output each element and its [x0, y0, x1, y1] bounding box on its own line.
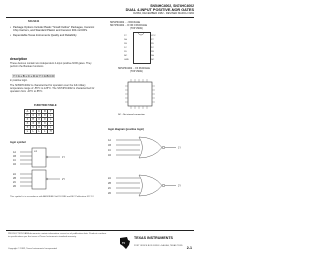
boolean-equation [12, 74, 55, 78]
column-header: B [30, 110, 36, 114]
pin-label: 1Y [124, 35, 127, 37]
input-label: 1B [13, 155, 16, 158]
pin-label: NC [124, 55, 128, 57]
header-rule [6, 17, 194, 18]
logic-symbol-note: This symbol is in accordance with ANSI/IEEE Std 91-1984 and IEC Publication 617-12. [10, 196, 95, 198]
pin-label: NC [151, 59, 155, 61]
input-label: 2C [108, 187, 112, 190]
column-header: C [38, 110, 40, 113]
pin1-notch-icon [138, 32, 144, 35]
output-label: 2Y [178, 184, 181, 188]
input-label: 2B [13, 177, 16, 180]
function-table [24, 109, 54, 134]
feature-item: • Dependable Texas Instruments Quality and Reliability [10, 34, 77, 38]
dip-pinout [110, 32, 174, 63]
inverter-bubble-icon [46, 178, 48, 180]
column-header: A [25, 110, 31, 114]
scls-number: SCLS141 [28, 20, 40, 23]
inverter-bubble-icon [162, 146, 165, 149]
input-label: 2D [108, 192, 112, 195]
pin-label: 1C [124, 47, 127, 49]
page-title: DUAL 4-INPUT POSITIVE-NOR GATES [125, 8, 194, 12]
gate-1-symbol: ≥1 [34, 150, 37, 153]
input-label: 2A [13, 173, 16, 176]
pin-label: GND [124, 59, 129, 61]
description-paragraph-2: in positive logic. [10, 79, 28, 82]
company-name: TEXAS INSTRUMENTS [134, 236, 173, 240]
equation-text: Y = A + B + C + D or Y = A·B·C·D [13, 74, 55, 78]
input-label: 1D [13, 163, 17, 166]
description-paragraph: These devices contain two independent 4-input positive-NOR gates. They perform the Boolean functions [10, 62, 92, 69]
fk-package-label: SN54HC4002 ... FK PACKAGE [118, 68, 150, 70]
inverter-bubble-icon [46, 156, 48, 158]
pin-label: 1A [124, 39, 127, 41]
logic-symbol-title: logic symbol [10, 141, 26, 144]
company-address: POST OFFICE BOX 655303 • DALLAS, TEXAS 75265 [134, 245, 183, 247]
output-label: 1Y [62, 156, 65, 159]
input-label: 1B [108, 144, 111, 147]
input-label: 1C [13, 159, 17, 162]
footer-rule [6, 230, 194, 231]
table-row: H X X X L [25, 114, 54, 118]
column-header: Y [48, 110, 54, 114]
input-label: 1A [13, 151, 16, 154]
pin-label: 2C [151, 47, 154, 49]
dip-package-label: SN54HC4002 ... J PACKAGE [110, 22, 141, 24]
page-number: 2-1 [186, 246, 192, 250]
description-paragraph-3: The SN54HC4002 is characterized for operation over the full military temperature range of -55°C to 125°C. The SN74HC4002 is characterized for operation from -40°C to 85°C. [10, 84, 95, 94]
logic-diagram [106, 134, 186, 212]
doc-reference: D2684, DECEMBER 1982 - REVISED MARCH 1984 [133, 12, 194, 16]
copyright: Copyright © 1982, Texas Instruments Incorporated [8, 248, 57, 250]
bullet-icon: • [10, 34, 11, 38]
gate-2-box [32, 170, 46, 189]
pin-label: 2B [151, 51, 154, 53]
column-header: D [43, 110, 46, 113]
input-label: 1A [108, 139, 111, 142]
pin-label: 2A [151, 55, 154, 57]
svg-text:TI: TI [122, 241, 125, 245]
input-label: 2D [13, 185, 17, 188]
pin-label: VCC [151, 35, 156, 37]
part-numbers: SN54HC4002, SN74HC4002 [150, 4, 194, 8]
input-label: 2B [108, 182, 111, 185]
bullet-icon: • [10, 26, 11, 29]
input-label: 1D [108, 154, 112, 157]
output-label: 2Y [62, 178, 65, 181]
header [126, 4, 194, 15]
production-data-disclaimer: PRODUCTION DATA documents contain information current as of publication date. Products conform to specifications per the terms of Texas Instruments standard warranty. [8, 233, 107, 238]
texas-instruments-logo [118, 236, 132, 250]
nor-gate-1-icon [139, 137, 162, 158]
function-table-title: FUNCTION TABLE [34, 104, 57, 107]
nc-note: NC - No internal connection [118, 114, 145, 116]
dip-view-label: (TOP VIEW) [130, 28, 143, 30]
pin-label: 1D [124, 51, 127, 53]
description-heading: description [10, 57, 28, 61]
logic-diagram-title: logic diagram (positive logic) [108, 128, 144, 131]
output-label: 1Y [178, 146, 181, 150]
feature-item: • Package Options Include Plastic "Small Outline" Packages, Ceramic Chip Carriers, and Standard Plastic and Ceramic 300-mil DIPs [10, 26, 95, 33]
input-label: 2A [108, 177, 111, 180]
features-list [10, 26, 98, 39]
pin-label: 1B [124, 43, 127, 45]
pin-label: 2Y [151, 39, 154, 41]
logic-symbol-diagram [10, 146, 80, 192]
fk-package-diagram [118, 76, 164, 112]
inverter-bubble-icon [162, 184, 165, 187]
input-label: 1C [108, 149, 112, 152]
table-row: X X H X L [25, 122, 54, 126]
dip-package-label-2: SN74HC4002 ... D OR N PACKAGE [110, 25, 147, 27]
table-row: X X X H L [25, 126, 54, 130]
fk-package-body [128, 82, 152, 106]
table-row: L L L L H [25, 130, 54, 134]
fk-view-label: (TOP VIEW) [130, 71, 143, 73]
table-row: X H X X L [25, 118, 54, 122]
nor-gate-2-icon [139, 175, 162, 196]
pin-label: 2D [151, 43, 154, 45]
input-label: 2C [13, 181, 17, 184]
